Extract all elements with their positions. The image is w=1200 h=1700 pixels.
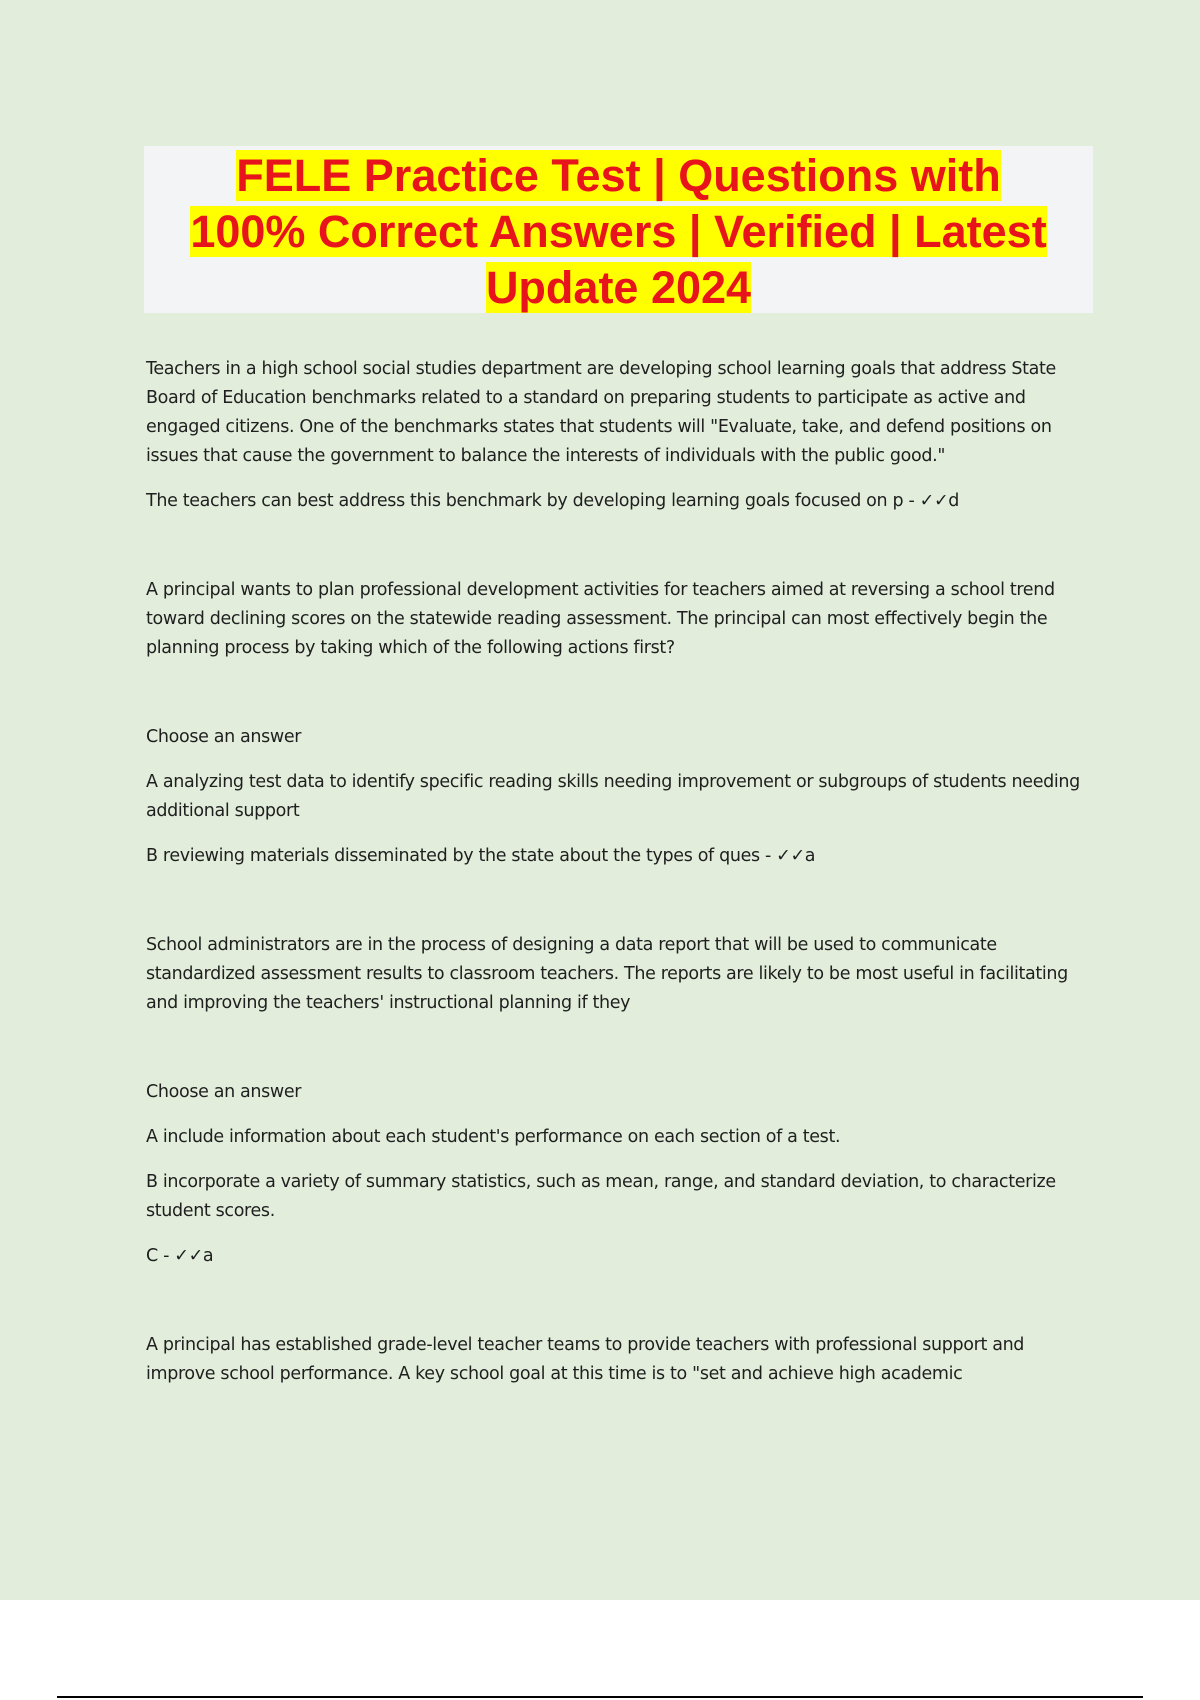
- bottom-divider: [57, 1696, 1143, 1698]
- question-2-option-a: A analyzing test data to identify specific reading skills needing improvement or subgroups of students needing additional support: [146, 772, 1080, 821]
- choose-answer-label: Choose an answer: [146, 727, 302, 747]
- document-title: [144, 148, 1093, 316]
- question-3-option-a: A include information about each student's performance on each section of a test.: [146, 1127, 841, 1147]
- question-3-option-c-answer: C - ✓✓a: [146, 1246, 214, 1266]
- question-1-answer: The teachers can best address this benchmark by developing learning goals focused on p - ✓✓d: [146, 491, 960, 511]
- question-3-option-b: B incorporate a variety of summary statistics, such as mean, range, and standard deviation, to characterize student scores.: [146, 1172, 1056, 1221]
- title-line: FELE Practice Test | Questions with: [236, 150, 1001, 201]
- question-2-text: A principal wants to plan professional development activities for teachers aimed at reversing a school trend toward declining scores on the statewide reading assessment. The principal can most effectively begin the planning process by taking which of the following actions first?: [146, 580, 1055, 658]
- title-line: 100% Correct Answers | Verified | Latest: [190, 206, 1047, 257]
- choose-answer-label: Choose an answer: [146, 1082, 302, 1102]
- question-1-text: Teachers in a high school social studies department are developing school learning goals that address State Board of Education benchmarks related to a standard on preparing students to participate as active and engaged citizens. One of the benchmarks states that students will "Evaluate, take, and defend positions on issues that cause the government to balance the interests of individuals with the public good.": [146, 359, 1056, 466]
- title-box: [144, 146, 1093, 313]
- question-2-option-b-answer: B reviewing materials disseminated by the state about the types of ques - ✓✓a: [146, 846, 816, 866]
- document-body: [146, 355, 1096, 1389]
- title-line: Update 2024: [485, 262, 752, 313]
- question-3-text: School administrators are in the process of designing a data report that will be used to communicate standardized assessment results to classroom teachers. The reports are likely to be most useful in facilitating and improving the teachers' instructional planning if they: [146, 935, 1068, 1013]
- question-4-text: A principal has established grade-level teacher teams to provide teachers with professional support and improve school performance. A key school goal at this time is to "set and achieve high academic: [146, 1335, 1025, 1384]
